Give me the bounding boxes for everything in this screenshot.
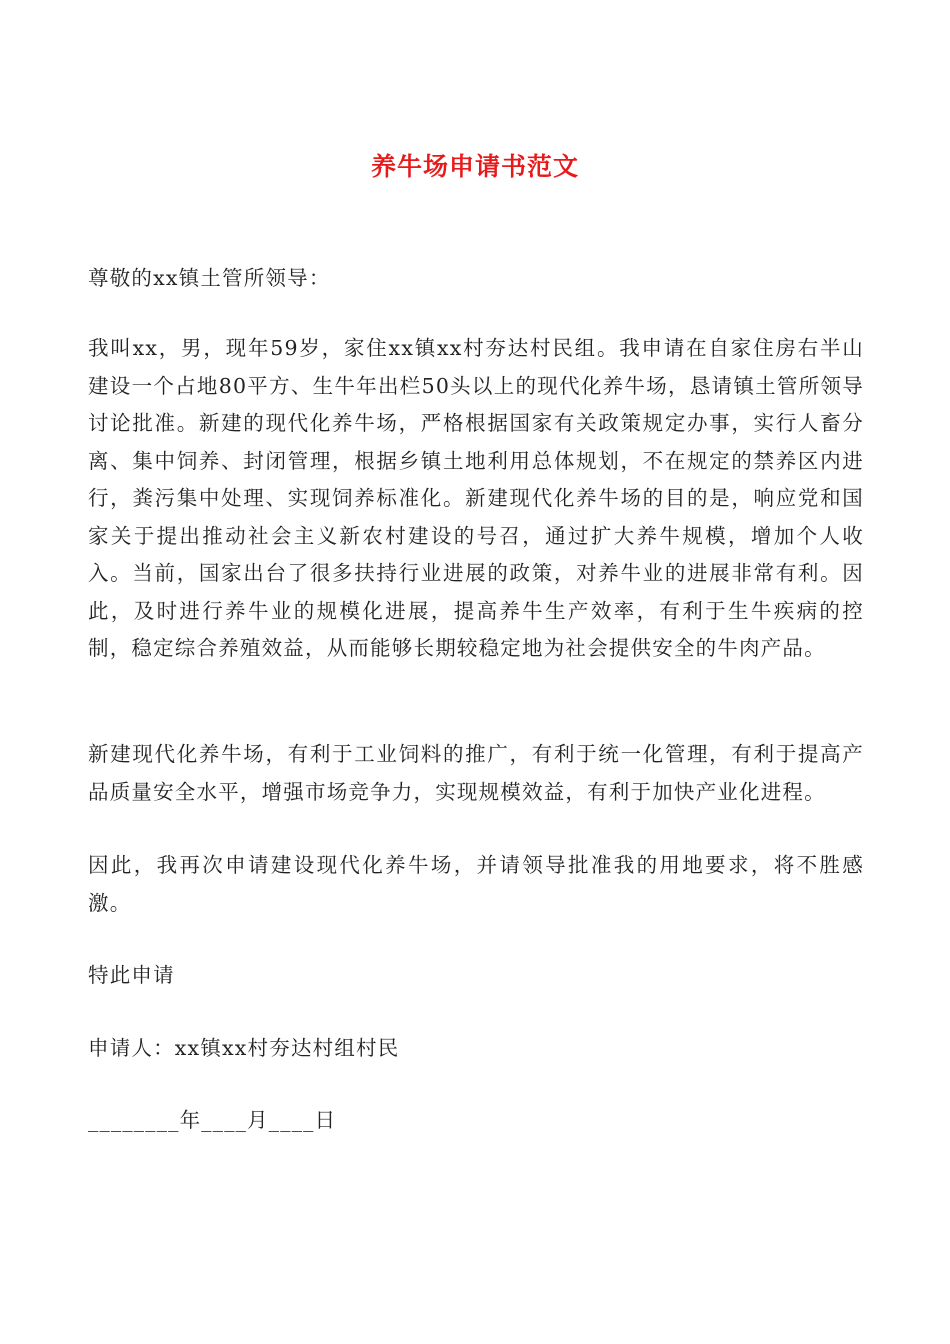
- body-paragraph-1: 我叫xx，男，现年59岁，家住xx镇xx村夯达村民组。我申请在自家住房右半山建设一个占地80平方、生牛年出栏50头以上的现代化养牛场，恳请镇土管所领导讨论批准。新建的现代化养牛场，严格根据国家有关政策规定办事，实行人畜分离、集中饲养、封闭管理，根据乡镇土地利用总体规划，不在规定的禁养区内进行，粪污集中处理、实现饲养标准化。新建现代化养牛场的目的是，响应党和国家关于提出推动社会主义新农村建设的号召，通过扩大养牛规模，增加个人收入。当前，国家出台了很多扶持行业进展的政策，对养牛业的进展非常有利。因此，及时进行养牛业的规模化进展，提高养牛生产效率，有利于生牛疾病的控制，稳定综合养殖效益，从而能够长期较稳定地为社会提供安全的牛肉产品。: [88, 336, 864, 660]
- date-line: ________年____月____日: [88, 1108, 337, 1132]
- body-paragraph-2: 新建现代化养牛场，有利于工业饲料的推广，有利于统一化管理，有利于提高产品质量安全水平，增强市场竞争力，实现规模效益，有利于加快产业化进程。: [88, 742, 864, 804]
- body-paragraph-3: 因此，我再次申请建设现代化养牛场，并请领导批准我的用地要求，将不胜感激。: [88, 853, 864, 915]
- salutation: 尊敬的xx镇土管所领导：: [88, 266, 331, 290]
- closing-phrase: 特此申请: [88, 963, 175, 987]
- applicant-line: 申请人：xx镇xx村夯达村组村民: [88, 1036, 400, 1060]
- document-title: 养牛场申请书范文: [370, 151, 579, 181]
